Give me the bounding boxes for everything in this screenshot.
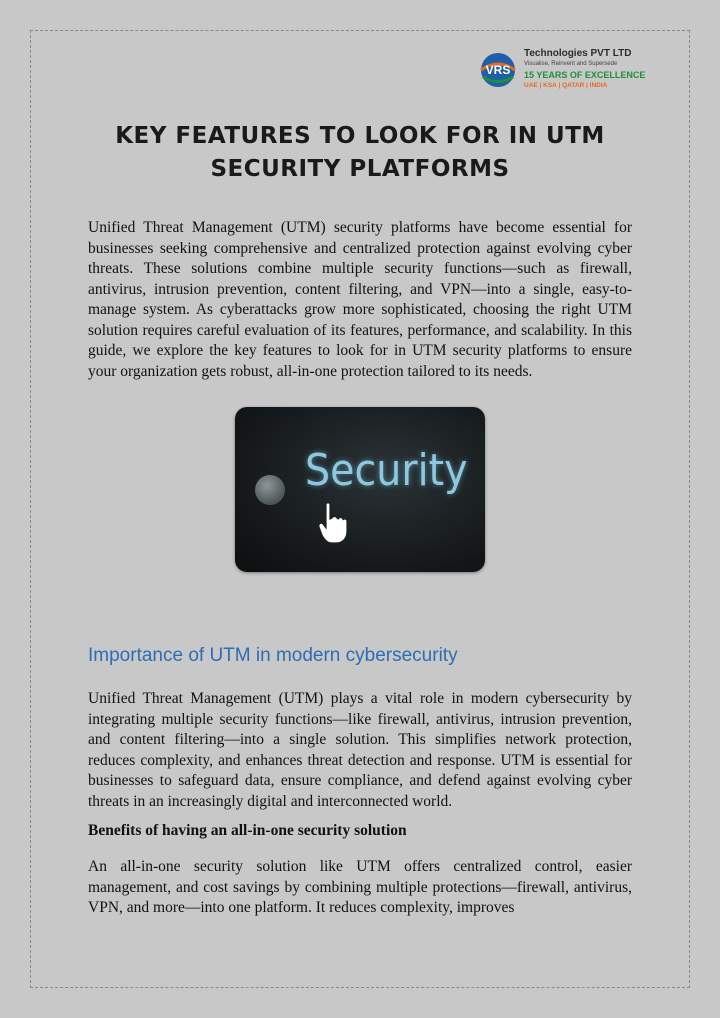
benefits-heading: Benefits of having an all-in-one security solution: [88, 822, 407, 839]
hero-word: Security: [305, 445, 468, 496]
hand-cursor-icon: [317, 501, 349, 545]
importance-paragraph: Unified Threat Management (UTM) plays a vital role in modern cybersecurity by integrating multiple security functions—like firewall, antivirus, intrusion prevention, and content filtering—into a single solution. This simplifies network protection, reduces complexity, and enhances threat detection and response. UTM is essential for businesses to safeguard data, ensure compliance, and defend against evolving cyber threats in an increasingly digital and interconnected world.: [88, 690, 632, 810]
page-title-line-2: SECURITY PLATFORMS: [210, 156, 510, 182]
hero-knob-icon: [255, 475, 285, 505]
security-hero-image: [235, 407, 485, 572]
page-title: [88, 120, 632, 186]
logo-company-name: Technologies PVT LTD: [524, 48, 632, 59]
vrs-globe-icon: [476, 50, 520, 90]
benefits-paragraph: An all-in-one security solution like UTM offers centralized control, easier management, and cost savings by combining multiple protections—firewall, antivirus, VPN, and more—into one platform. It reduces complexity, improves: [88, 858, 632, 916]
logo-mark-text: VRS: [485, 63, 511, 77]
intro-paragraph: Unified Threat Management (UTM) security platforms have become essential for businesses seeking comprehensive and centralized protection against evolving cyber threats. These solutions combine multiple security functions—such as firewall, antivirus, intrusion prevention, content filtering, and VPN—into a single, easy-to-manage system. As cyberattacks grow more sophisticated, choosing the right UTM solution requires careful evaluation of its features, performance, and scalability. In this guide, we explore the key features to look for in UTM security platforms to ensure your organization gets robust, all-in-one protection tailored to its needs.: [88, 219, 632, 380]
company-logo: [476, 46, 646, 96]
section-heading-importance: Importance of UTM in modern cybersecurity: [88, 645, 458, 666]
logo-tagline: Visualise, Reinvent and Supersede: [524, 61, 618, 67]
page-title-line-1: KEY FEATURES TO LOOK FOR IN UTM: [115, 123, 605, 149]
logo-years: 15 YEARS OF EXCELLENCE: [524, 70, 646, 80]
logo-regions: UAE | KSA | QATAR | INDIA: [524, 82, 608, 89]
